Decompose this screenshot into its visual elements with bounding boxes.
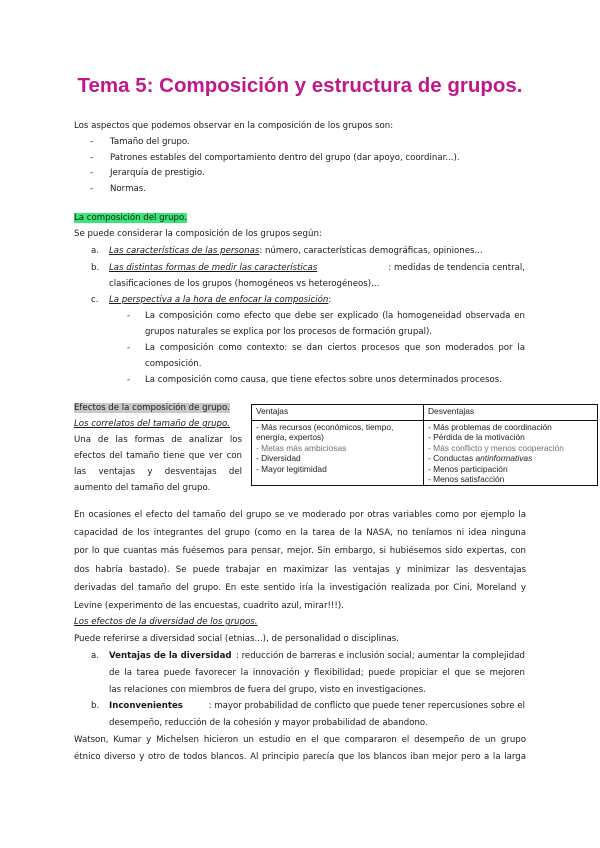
sub-bullet: - <box>127 343 131 353</box>
section-heading-efectos: Efectos de la composición de grupo. <box>74 403 230 413</box>
intro-list <box>90 137 460 199</box>
desventaja-item: - Más conflicto y menos cooperación <box>428 442 564 453</box>
table-header-desventajas: Desventajas <box>424 405 598 421</box>
paragraph-line: dos habría bastado). Se puede trabajar en maximizar las ventajas y minimizar las desventajas <box>74 564 526 575</box>
composicion-lead: Se puede considerar la composición de los grupos según: <box>74 229 322 239</box>
div-a-label: a. <box>91 651 99 661</box>
diversidad-tail-line: étnico diverso y otro de todos blancos. Al principio parecía que los blancos iban mejor pero a la larga <box>74 752 526 762</box>
efectos-line: las ventajas y desventajas del <box>74 467 242 477</box>
ventajas-cell <box>252 421 424 486</box>
sub-item-3: La composición como causa, que tiene efectos sobre unos determinados procesos. <box>145 375 502 385</box>
efectos-line: aumento del tamaño del grupo. <box>74 483 211 493</box>
sub-item-1-line1: La composición como efecto que debe ser explicado (la homogeneidad observada en <box>145 311 525 321</box>
div-b-label: b. <box>91 701 100 711</box>
item-a-label: a. <box>91 246 99 256</box>
item-c-label: c. <box>91 295 99 305</box>
diversidad-lead: Puede referirse a diversidad social (etnias...), de personalidad o disciplinas. <box>74 634 399 644</box>
item-b-line2: clasificaciones de los grupos (homogéneos vs heterogéneos)... <box>109 279 380 289</box>
efectos-line: efectos del tamaño tiene que ver con <box>74 451 242 461</box>
section-heading-diversidad: Los efectos de la diversidad de los grupos. <box>74 617 258 627</box>
item-b-label: b. <box>91 263 100 273</box>
sub-item-2-line1: La composición como contexto: se dan ciertos procesos que son moderados por la <box>145 343 525 353</box>
desventajas-cell <box>424 421 598 486</box>
diversidad-tail-line: Watson, Kumar y Michelsen hicieron un estudio en el que compararon el desempeño de un grupo <box>74 735 526 745</box>
paragraph-line: Levine (experimento de las encuestas, cuadrito azul, mirar!!!). <box>74 601 344 612</box>
section-heading-composicion: La composición del grupo. <box>74 213 187 223</box>
div-item-a-line2: de la tarea puede favorecer la innovación y flexibilidad; puede propiciar el que se mejoren <box>109 668 525 678</box>
div-item-a-line1: Ventajas de la diversidad : reducción de barreras e inclusión social; aumentar la complejidad <box>109 651 525 661</box>
sub-item-1-line2: grupos naturales se explica por los procesos de formación grupal). <box>145 327 433 337</box>
div-item-b-line2: desempeño, reducción de la cohesión y mayor probabilidad de abandono. <box>109 718 428 728</box>
ventaja-item: - Metas más ambiciosas <box>256 442 347 453</box>
paragraph-line: por lo que cuantas más fuésemos para pensar, mejor. Sin embargo, si hubiésemos sido expertas, con <box>74 546 526 557</box>
intro-text: Los aspectos que podemos observar en la composición de los grupos son: <box>74 121 394 131</box>
efectos-line: Una de las formas de analizar los <box>74 435 242 445</box>
ventaja-item: - Diversidad <box>256 453 301 464</box>
desventaja-item: - Menos satisfacción <box>428 474 505 485</box>
sub-bullet: - <box>127 311 131 321</box>
ventaja-item: - Mayor legitimidad <box>256 463 327 474</box>
desventaja-item: - Menos participación <box>428 463 508 474</box>
desventaja-item: - Pérdida de la motivación <box>428 432 525 443</box>
div-item-b-line1: Inconvenientes : mayor probabilidad de conflicto que puede tener repercusiones sobre el <box>109 701 525 711</box>
div-item-a-line3: las relaciones con miembros de fuera del grupo, visto en investigaciones. <box>109 685 426 695</box>
sub-bullet: - <box>127 375 131 385</box>
item-a: Las características de las personas: número, características demográficas, opiniones... <box>109 246 483 256</box>
desventaja-item: - Más problemas de coordinación <box>428 422 552 432</box>
ventaja-item: energía, expertos) <box>256 432 324 443</box>
paragraph-tamano <box>74 506 526 615</box>
item-b: Las distintas formas de medir las características : medidas de tendencia central, <box>109 263 525 273</box>
ventajas-desventajas-table <box>251 404 598 486</box>
paragraph-line: derivadas del tamaño del grupo. En este sentido iría la investigación realizada por Cini, Moreland y <box>74 582 526 593</box>
ventaja-item: - Más recursos (económicos, tiempo, <box>256 422 394 432</box>
list-item: - Patrones estables del comportamiento dentro del grupo (dar apoyo, coordinar...). <box>90 152 460 163</box>
sub-item-2-line2: composición. <box>145 359 202 369</box>
list-item: - Tamaño del grupo. <box>90 137 190 147</box>
efectos-subheading: Los correlatos del tamaño de grupo. <box>74 419 231 429</box>
table-header-ventajas: Ventajas <box>252 405 424 421</box>
desventaja-item: - Conductas antinformativas <box>428 453 533 464</box>
page-title: Tema 5: Composición y estructura de grupos. <box>77 74 523 97</box>
paragraph-line: En ocasiones el efecto del tamaño del grupo se ve moderado por otras variables como por ejemplo la <box>74 510 526 520</box>
list-item: - Jerarquía de prestigio. <box>90 168 205 178</box>
paragraph-line: capacidad de los integrantes del grupo (como en la tarea de la NASA, no teníamos ni idea ninguna <box>74 528 526 539</box>
item-c: La perspectiva a la hora de enfocar la composición: <box>109 295 332 305</box>
list-item: - Normas. <box>90 183 146 194</box>
